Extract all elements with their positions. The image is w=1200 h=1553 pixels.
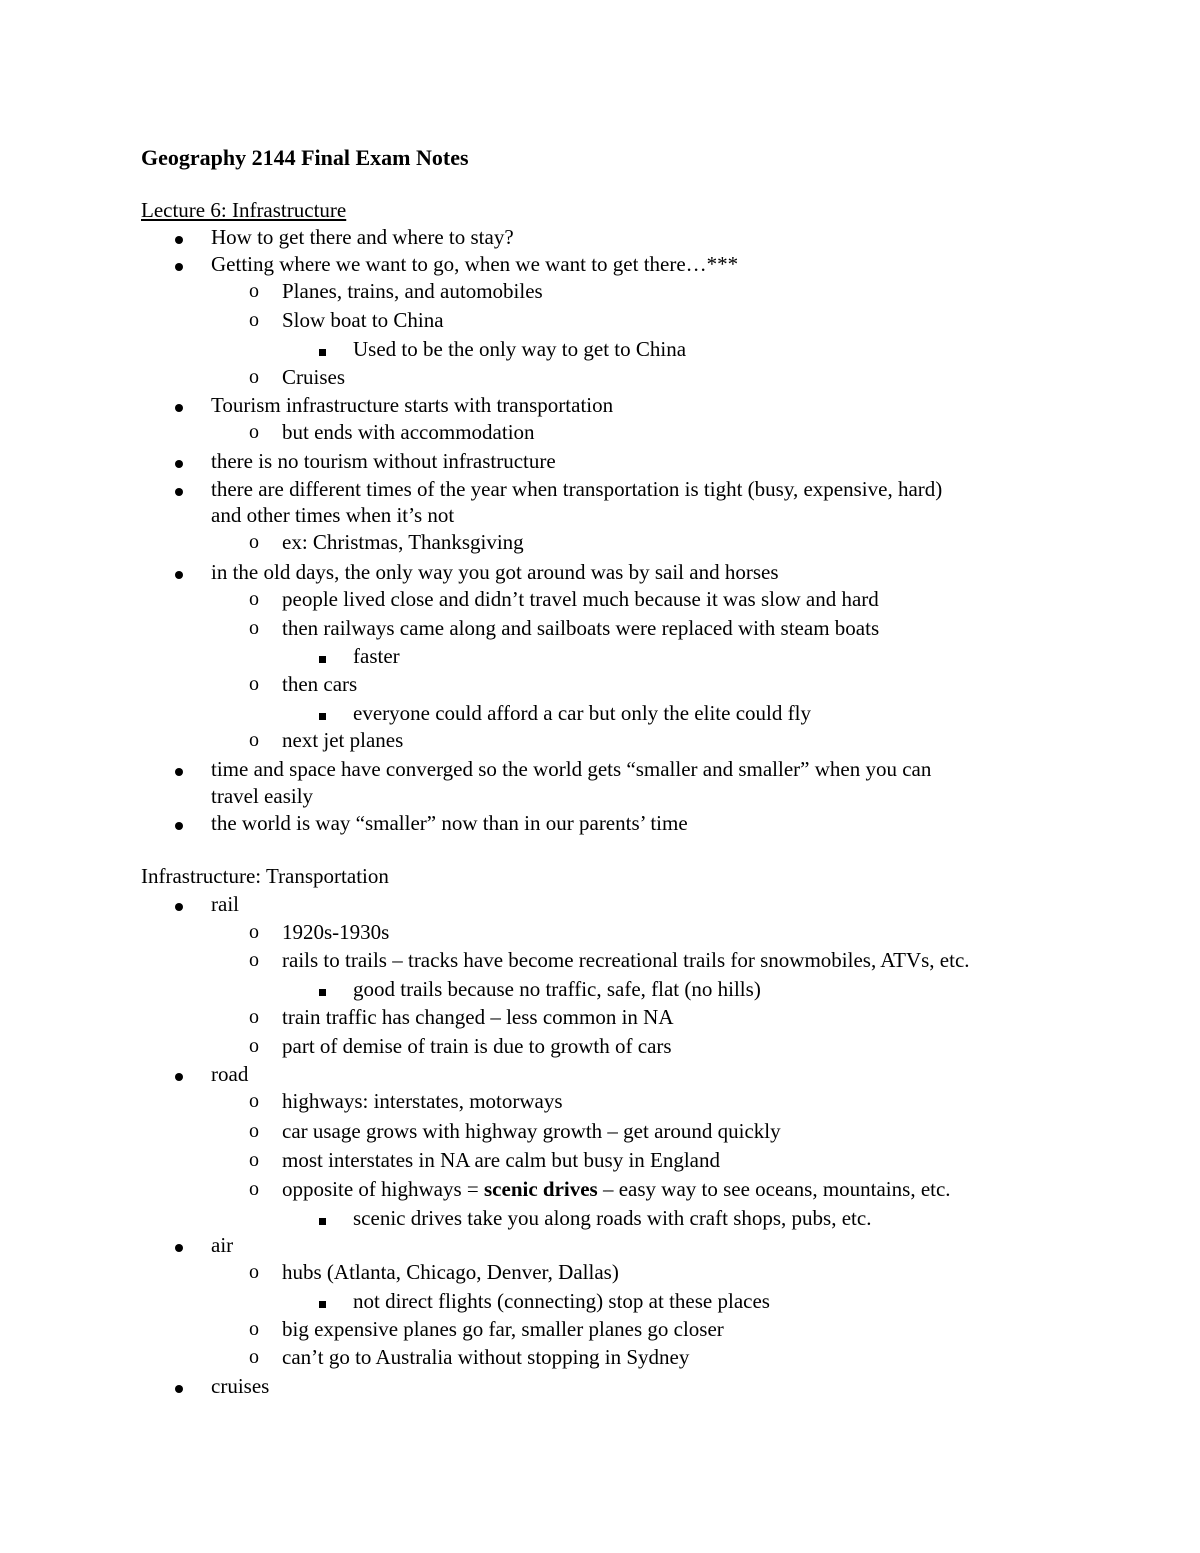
list-item: rail bbox=[211, 892, 239, 916]
bullet-circle: o bbox=[249, 1149, 259, 1171]
list-item: most interstates in NA are calm but busy in England bbox=[282, 1148, 721, 1172]
document-title: Geography 2144 Final Exam Notes bbox=[141, 145, 469, 170]
bullet-dot bbox=[175, 252, 183, 276]
bullet-circle: o bbox=[249, 921, 259, 943]
list-item: then railways came along and sailboats were replaced with steam boats bbox=[282, 616, 880, 640]
bullet-circle: o bbox=[249, 1261, 259, 1283]
bullet-square bbox=[319, 1289, 326, 1313]
list-item: cruises bbox=[211, 1374, 270, 1398]
bullet-dot bbox=[175, 1374, 183, 1398]
list-item: next jet planes bbox=[282, 728, 404, 752]
list-item: time and space have converged so the world gets “smaller and smaller” when you can bbox=[211, 757, 932, 781]
bullet-circle: o bbox=[249, 673, 259, 695]
section-heading-transportation: Infrastructure: Transportation bbox=[141, 864, 389, 888]
list-item-text: – easy way to see oceans, mountains, etc. bbox=[597, 1177, 951, 1201]
bullet-square bbox=[319, 977, 326, 1001]
list-item: Slow boat to China bbox=[282, 308, 444, 332]
bullet-dot bbox=[175, 393, 183, 417]
list-item: big expensive planes go far, smaller planes go closer bbox=[282, 1317, 724, 1341]
list-item: the world is way “smaller” now than in our parents’ time bbox=[211, 811, 688, 835]
list-item: air bbox=[211, 1233, 234, 1257]
bullet-square bbox=[319, 1206, 326, 1230]
list-item bbox=[282, 1177, 951, 1201]
bullet-circle: o bbox=[249, 366, 259, 388]
list-item: rails to trails – tracks have become recreational trails for snowmobiles, ATVs, etc. bbox=[282, 948, 970, 972]
bullet-dot bbox=[175, 477, 183, 501]
bullet-dot bbox=[175, 1233, 183, 1257]
list-item: hubs (Atlanta, Chicago, Denver, Dallas) bbox=[282, 1260, 619, 1284]
list-item: Used to be the only way to get to China bbox=[353, 337, 687, 361]
bullet-circle: o bbox=[249, 1346, 259, 1368]
bold-term: scenic drives bbox=[484, 1177, 598, 1201]
bullet-circle: o bbox=[249, 949, 259, 971]
bullet-circle: o bbox=[249, 421, 259, 443]
bullet-circle: o bbox=[249, 1006, 259, 1028]
list-item: people lived close and didn’t travel much because it was slow and hard bbox=[282, 587, 879, 611]
bullet-square bbox=[319, 701, 326, 725]
bullet-circle: o bbox=[249, 1035, 259, 1057]
list-item: then cars bbox=[282, 672, 358, 696]
list-item: Getting where we want to go, when we want to get there…*** bbox=[211, 252, 739, 276]
list-item: Planes, trains, and automobiles bbox=[282, 279, 543, 303]
list-item: there is no tourism without infrastructure bbox=[211, 449, 556, 473]
list-item: Tourism infrastructure starts with transportation bbox=[211, 393, 614, 417]
list-item: 1920s-1930s bbox=[282, 920, 390, 944]
list-item-text: opposite of highways = bbox=[282, 1177, 484, 1201]
bullet-dot bbox=[175, 892, 183, 916]
bullet-circle: o bbox=[249, 531, 259, 553]
bullet-dot bbox=[175, 811, 183, 835]
bullet-circle: o bbox=[249, 1318, 259, 1340]
list-item: not direct flights (connecting) stop at these places bbox=[353, 1289, 770, 1313]
bullet-square bbox=[319, 644, 326, 668]
bullet-dot bbox=[175, 449, 183, 473]
list-item: road bbox=[211, 1062, 249, 1086]
bullet-circle: o bbox=[249, 617, 259, 639]
bullet-circle: o bbox=[249, 1178, 259, 1200]
bullet-dot bbox=[175, 560, 183, 584]
bullet-circle: o bbox=[249, 280, 259, 302]
bullet-dot bbox=[175, 225, 183, 249]
list-item-continuation: and other times when it’s not bbox=[211, 503, 455, 527]
list-item: highways: interstates, motorways bbox=[282, 1089, 563, 1113]
list-item: train traffic has changed – less common in NA bbox=[282, 1005, 674, 1029]
list-item: ex: Christmas, Thanksgiving bbox=[282, 530, 524, 554]
list-item: there are different times of the year when transportation is tight (busy, expensive, hard) bbox=[211, 477, 943, 501]
list-item: everyone could afford a car but only the elite could fly bbox=[353, 701, 811, 725]
bullet-circle: o bbox=[249, 1090, 259, 1112]
section-heading-lecture-6: Lecture 6: Infrastructure bbox=[141, 198, 347, 222]
list-item: in the old days, the only way you got around was by sail and horses bbox=[211, 560, 779, 584]
list-item: car usage grows with highway growth – get around quickly bbox=[282, 1119, 781, 1143]
list-item: Cruises bbox=[282, 365, 345, 389]
bullet-square bbox=[319, 337, 326, 361]
list-item: How to get there and where to stay? bbox=[211, 225, 514, 249]
bullet-dot bbox=[175, 1062, 183, 1086]
list-item: can’t go to Australia without stopping in Sydney bbox=[282, 1345, 690, 1369]
bullet-circle: o bbox=[249, 729, 259, 751]
list-item: good trails because no traffic, safe, flat (no hills) bbox=[353, 977, 761, 1001]
bullet-dot bbox=[175, 757, 183, 781]
bullet-circle: o bbox=[249, 1120, 259, 1142]
list-item: but ends with accommodation bbox=[282, 420, 535, 444]
bullet-circle: o bbox=[249, 588, 259, 610]
list-item: scenic drives take you along roads with craft shops, pubs, etc. bbox=[353, 1206, 872, 1230]
bullet-circle: o bbox=[249, 309, 259, 331]
list-item: part of demise of train is due to growth of cars bbox=[282, 1034, 672, 1058]
list-item: faster bbox=[353, 644, 400, 668]
list-item-continuation: travel easily bbox=[211, 784, 314, 808]
